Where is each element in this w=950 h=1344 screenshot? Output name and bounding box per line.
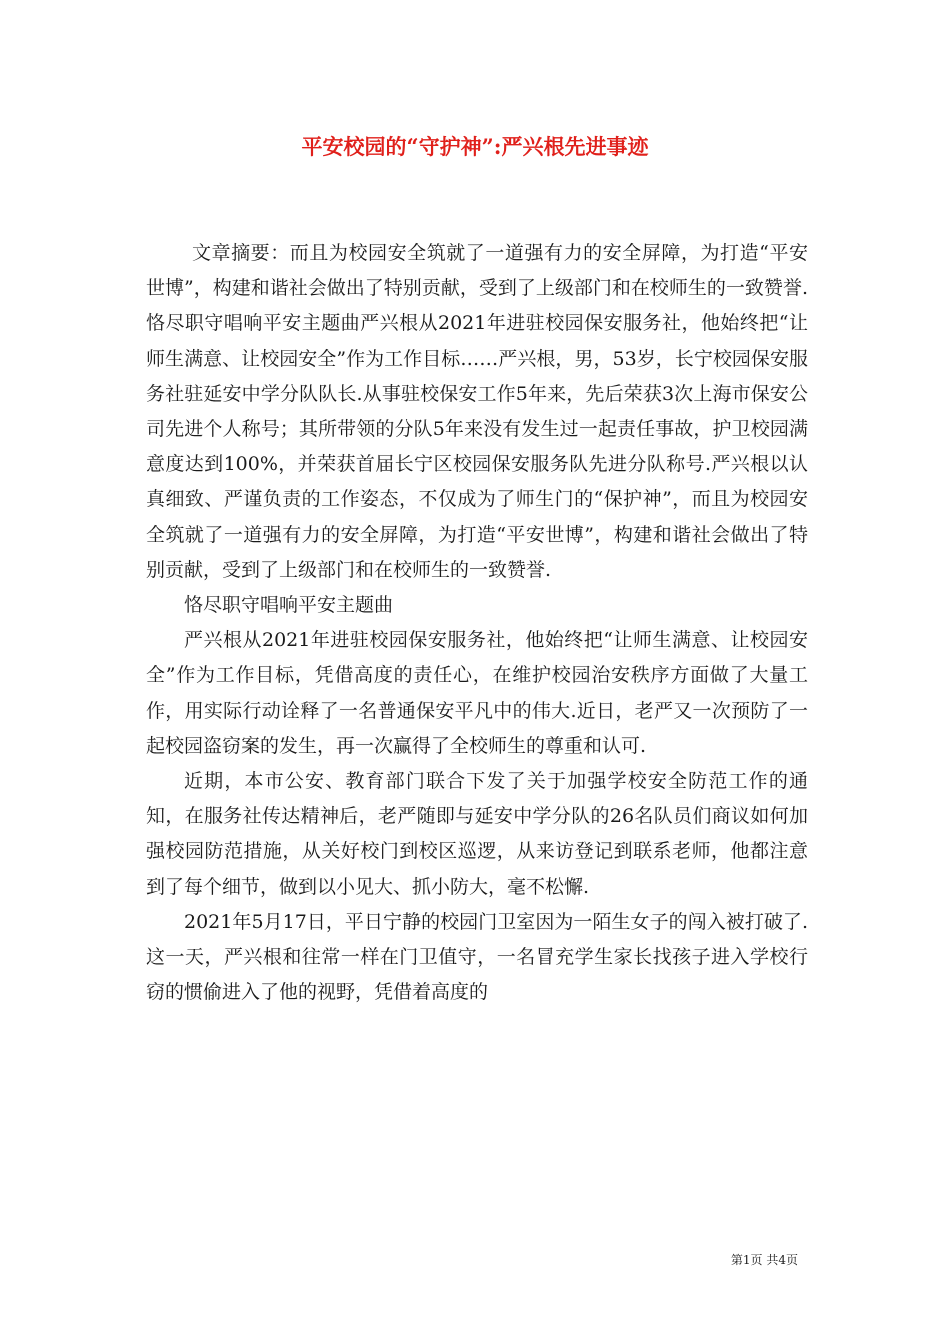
body-paragraph: 近期，本市公安、教育部门联合下发了关于加强学校安全防范工作的通知，在服务社传达精神后，老严随即与延安中学分队的26名队员们商议如何加强校园防范措施，从关好校门到校区巡逻，从来访登记到联系老师，他都注意到了每个细节，做到以小见大、抓小防大，毫不松懈.	[146, 770, 808, 898]
document-title: 平安校园的“守护神”:严兴根先进事迹	[301, 134, 649, 159]
page-number: 第1页 共4页	[730, 1253, 798, 1267]
section-heading: 恪尽职守唱响平安主题曲	[184, 594, 394, 617]
document-body	[146, 236, 808, 1010]
summary-paragraph: 文章摘要：而且为校园安全筑就了一道强有力的安全屏障，为打造“平安世博”，构建和谐社会做出了特别贡献，受到了上级部门和在校师生的一致赞誉.恪尽职守唱响平安主题曲严兴根从2021年进驻校园保安服务社，他始终把“让师生满意、让校园安全”作为工作目标……严兴根，男，53岁，长宁校园保安服务社驻延安中学分队队长.从事驻校保安工作5年来，先后荣获3次上海市保安公司先进个人称号；其所带领的分队5年来没有发生过一起责任事故，护卫校园满意度达到100%，并荣获首届长宁区校园保安服务队先进分队称号.严兴根以认真细致、严谨负责的工作姿态，不仅成为了师生门的“保护神”，而且为校园安全筑就了一道强有力的安全屏障，为打造“平安世博”，构建和谐社会做出了特别贡献，受到了上级部门和在校师生的一致赞誉.	[146, 242, 808, 581]
body-paragraph: 2021年5月17日，平日宁静的校园门卫室因为一陌生女子的闯入被打破了.这一天，严兴根和往常一样在门卫值守，一名冒充学生家长找孩子进入学校行窃的惯偷进入了他的视野，凭借着高度的	[146, 910, 808, 1004]
body-paragraph: 严兴根从2021年进驻校园保安服务社，他始终把“让师生满意、让校园安全”作为工作目标，凭借高度的责任心，在维护校园治安秩序方面做了大量工作，用实际行动诠释了一名普通保安平凡中的伟大.近日，老严又一次预防了一起校园盗窃案的发生，再一次赢得了全校师生的尊重和认可.	[146, 629, 808, 757]
